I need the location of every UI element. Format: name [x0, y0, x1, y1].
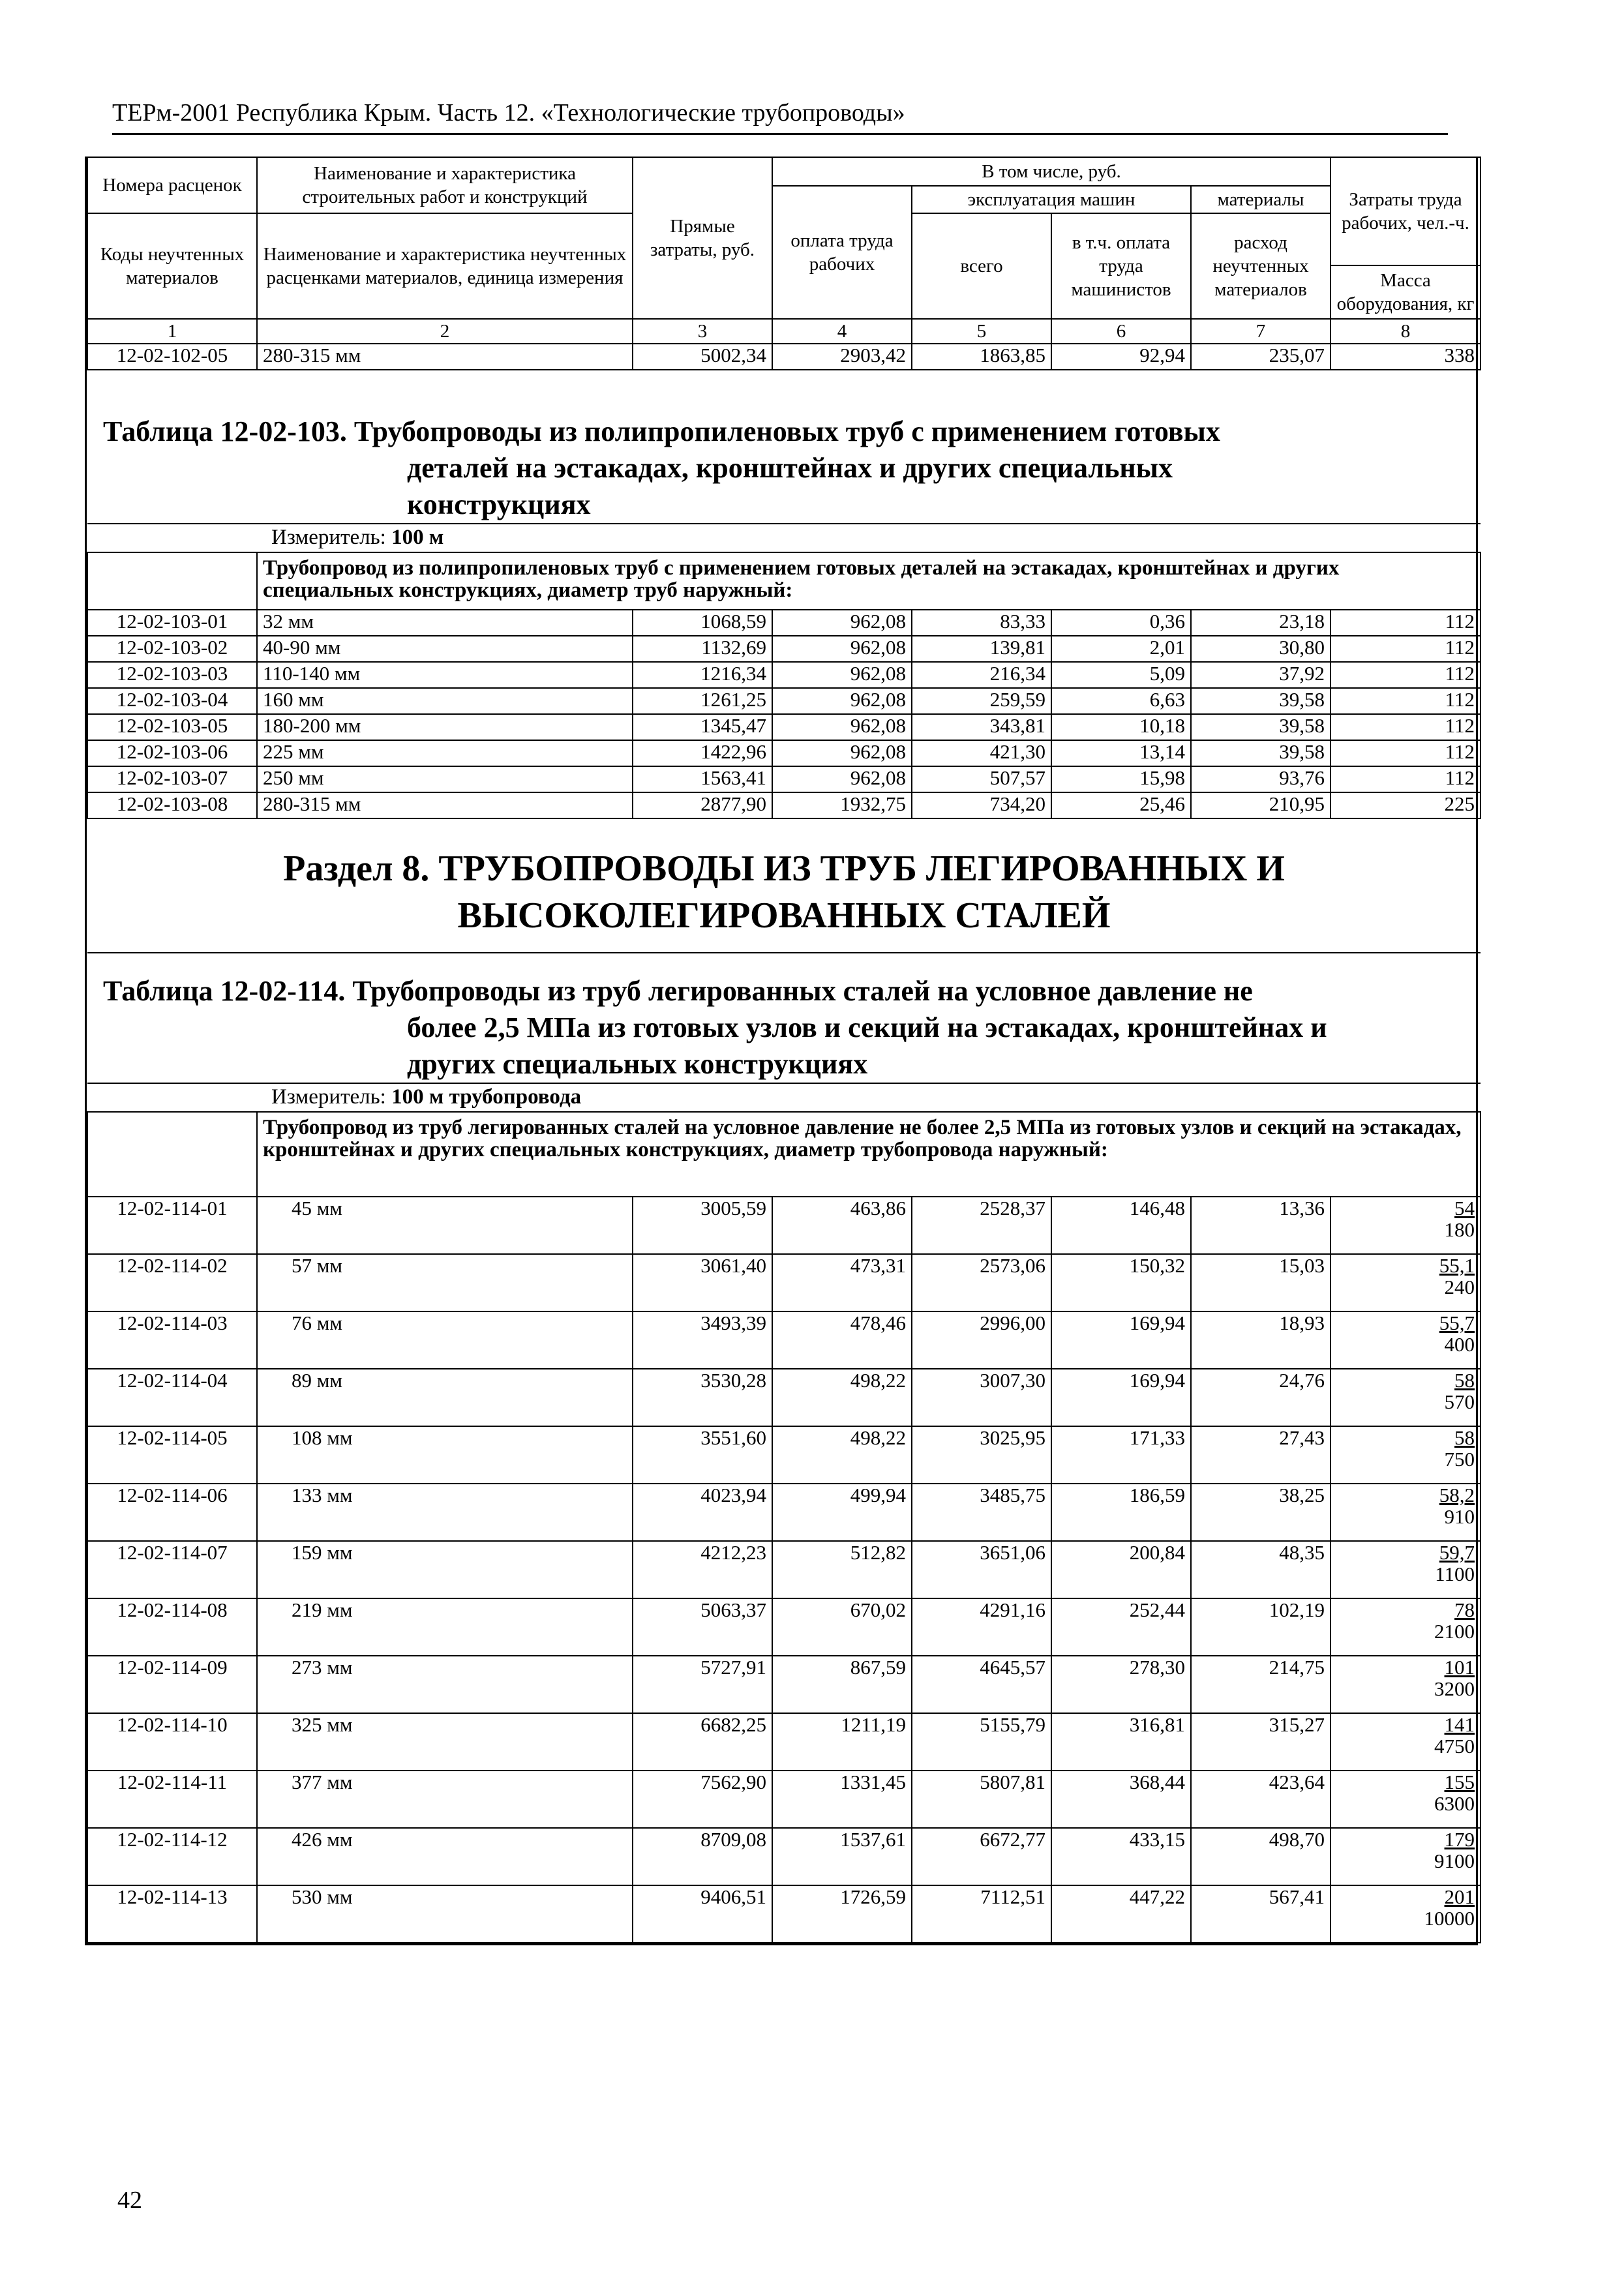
- machines-total: 2996,00: [912, 1311, 1051, 1369]
- materials: 315,27: [1191, 1713, 1331, 1771]
- table-row: [87, 1254, 1481, 1311]
- table-row: [87, 1713, 1481, 1771]
- direct-costs: 1422,96: [633, 740, 772, 766]
- direct-costs: 7562,90: [633, 1771, 772, 1828]
- materials: 27,43: [1191, 1426, 1331, 1484]
- column-number: 7: [1191, 319, 1331, 344]
- direct-costs: 3005,59: [633, 1197, 772, 1254]
- table-row: [87, 1656, 1481, 1713]
- table-row: [87, 1426, 1481, 1484]
- direct-costs: 1068,59: [633, 610, 772, 636]
- table-row: [87, 1541, 1481, 1598]
- column-numbers-row: [87, 319, 1481, 344]
- materials: 210,95: [1191, 792, 1331, 818]
- worker-pay: 1537,61: [772, 1828, 912, 1885]
- rate-code: 12-02-103-08: [87, 792, 257, 818]
- rate-code: 12-02-114-03: [87, 1311, 257, 1369]
- labor-mass-cell: [1331, 1656, 1481, 1713]
- table-103-group-heading: Трубопровод из полипропиленовых труб с применением готовых деталей на эстакадах, кронштейнах и других специальных конструкциях, диаметр труб наружный:: [257, 552, 1481, 610]
- mass-header: Масса оборудования, кг: [1331, 265, 1481, 319]
- labor-value: 78: [1454, 1598, 1475, 1621]
- materials: 498,70: [1191, 1828, 1331, 1885]
- column-number: 2: [257, 319, 633, 344]
- machinists-pay: 433,15: [1051, 1828, 1191, 1885]
- direct-costs: 3530,28: [633, 1369, 772, 1426]
- materials: 214,75: [1191, 1656, 1331, 1713]
- rate-code: 12-02-114-08: [87, 1598, 257, 1656]
- labor-value: 58: [1454, 1369, 1475, 1392]
- rate-code: 12-02-114-06: [87, 1484, 257, 1541]
- machines-total: 2528,37: [912, 1197, 1051, 1254]
- labor: 112: [1331, 688, 1481, 714]
- direct-costs: 9406,51: [633, 1885, 772, 1943]
- rate-name: 250 мм: [257, 766, 633, 792]
- table-114-caption: [87, 953, 1481, 1197]
- machinists-pay: 15,98: [1051, 766, 1191, 792]
- rate-name: 426 мм: [257, 1828, 633, 1885]
- rate-code: 12-02-103-04: [87, 688, 257, 714]
- rate-name: 225 мм: [257, 740, 633, 766]
- meter-value: 100 м: [391, 526, 444, 549]
- machinists-pay: 5,09: [1051, 662, 1191, 688]
- direct-costs: 1216,34: [633, 662, 772, 688]
- machines-total: 2573,06: [912, 1254, 1051, 1311]
- direct-costs: 5002,34: [633, 344, 772, 370]
- materials: 23,18: [1191, 610, 1331, 636]
- materials: 39,58: [1191, 688, 1331, 714]
- col2-top-header: Наименование и характеристика строительных работ и конструкций: [257, 157, 633, 213]
- worker-pay: 962,08: [772, 714, 912, 740]
- direct-costs: 1261,25: [633, 688, 772, 714]
- rate-name: 530 мм: [257, 1885, 633, 1943]
- table-row: [87, 1598, 1481, 1656]
- machines-total: 3025,95: [912, 1426, 1051, 1484]
- materials: 39,58: [1191, 714, 1331, 740]
- labor-mass-cell: [1331, 1598, 1481, 1656]
- machines-total: 421,30: [912, 740, 1051, 766]
- rate-name: 273 мм: [257, 1656, 633, 1713]
- materials: 18,93: [1191, 1311, 1331, 1369]
- mass-value: 750: [1444, 1448, 1475, 1471]
- materials: 39,58: [1191, 740, 1331, 766]
- machines-total-header: всего: [912, 213, 1051, 319]
- rate-name: 110-140 мм: [257, 662, 633, 688]
- direct-costs-header: Прямые затраты, руб.: [633, 157, 772, 319]
- materials: 38,25: [1191, 1484, 1331, 1541]
- machines-total: 216,34: [912, 662, 1051, 688]
- table-103-title-line: конструкциях: [407, 488, 591, 520]
- labor-mass-cell: [1331, 1254, 1481, 1311]
- labor-value: 155: [1444, 1771, 1475, 1793]
- labor-mass-cell: [1331, 1713, 1481, 1771]
- page-number: 42: [117, 2187, 142, 2214]
- mass-value: 2100: [1434, 1620, 1475, 1643]
- mass-value: 180: [1444, 1218, 1475, 1241]
- labor-value: 59,7: [1439, 1541, 1475, 1564]
- machines-total: 259,59: [912, 688, 1051, 714]
- table-114-label: Таблица 12-02-114.: [103, 975, 346, 1007]
- materials: 37,92: [1191, 662, 1331, 688]
- table-row: [87, 1885, 1481, 1943]
- worker-pay: 1211,19: [772, 1713, 912, 1771]
- machinists-pay-header: в т.ч. оплата труда машинистов: [1051, 213, 1191, 319]
- materials: 15,03: [1191, 1254, 1331, 1311]
- rate-code: 12-02-114-10: [87, 1713, 257, 1771]
- razdel-8: [87, 818, 1481, 953]
- labor-mass-cell: [1331, 1197, 1481, 1254]
- rate-code: 12-02-103-05: [87, 714, 257, 740]
- machines-total: 4645,57: [912, 1656, 1051, 1713]
- rate-code: 12-02-114-11: [87, 1771, 257, 1828]
- labor: 112: [1331, 714, 1481, 740]
- machinists-pay: 316,81: [1051, 1713, 1191, 1771]
- rate-name: 108 мм: [257, 1426, 633, 1484]
- meter-label: Измеритель:: [271, 1085, 386, 1109]
- direct-costs: 1345,47: [633, 714, 772, 740]
- table-row: [87, 636, 1481, 662]
- worker-pay: 962,08: [772, 662, 912, 688]
- worker-pay: 867,59: [772, 1656, 912, 1713]
- column-number: 1: [87, 319, 257, 344]
- worker-pay: 498,22: [772, 1426, 912, 1484]
- rate-code: 12-02-102-05: [87, 344, 257, 370]
- rate-name: 377 мм: [257, 1771, 633, 1828]
- labor-value: 58: [1454, 1426, 1475, 1449]
- machines-total: 5807,81: [912, 1771, 1051, 1828]
- machines-total: 7112,51: [912, 1885, 1051, 1943]
- machines-total: 3651,06: [912, 1541, 1051, 1598]
- table-114-title-line: других специальных конструкциях: [407, 1048, 868, 1080]
- direct-costs: 5063,37: [633, 1598, 772, 1656]
- mass-value: 240: [1444, 1276, 1475, 1298]
- labor: 112: [1331, 610, 1481, 636]
- materials: 24,76: [1191, 1369, 1331, 1426]
- mass-value: 910: [1444, 1505, 1475, 1528]
- table-row: [87, 1828, 1481, 1885]
- worker-pay: 498,22: [772, 1369, 912, 1426]
- table-103-meter: [87, 524, 1481, 552]
- worker-pay: 1932,75: [772, 792, 912, 818]
- rate-code: 12-02-114-09: [87, 1656, 257, 1713]
- table-103-title: [87, 370, 1481, 524]
- table-103-title-line: Трубопроводы из полипропиленовых труб с применением готовых: [353, 415, 1220, 447]
- machines-header: эксплуатация машин: [912, 186, 1191, 213]
- rate-code: 12-02-103-06: [87, 740, 257, 766]
- section-title-line: Раздел 8. ТРУБОПРОВОДЫ ИЗ ТРУБ ЛЕГИРОВАННЫХ И: [283, 848, 1285, 889]
- rate-name: 133 мм: [257, 1484, 633, 1541]
- table-row: [87, 792, 1481, 818]
- rate-name: 32 мм: [257, 610, 633, 636]
- direct-costs: 6682,25: [633, 1713, 772, 1771]
- rate-code: 12-02-114-05: [87, 1426, 257, 1484]
- machinists-pay: 169,94: [1051, 1369, 1191, 1426]
- labor-mass-cell: [1331, 1426, 1481, 1484]
- materials: 235,07: [1191, 344, 1331, 370]
- material-usage-header: расход неучтенных материалов: [1191, 213, 1331, 319]
- machinists-pay: 252,44: [1051, 1598, 1191, 1656]
- machinists-pay: 278,30: [1051, 1656, 1191, 1713]
- materials: 567,41: [1191, 1885, 1331, 1943]
- direct-costs: 5727,91: [633, 1656, 772, 1713]
- section-title-line: ВЫСОКОЛЕГИРОВАННЫХ СТАЛЕЙ: [457, 895, 1111, 936]
- machinists-pay: 2,01: [1051, 636, 1191, 662]
- worker-pay: 2903,42: [772, 344, 912, 370]
- rate-name: 280-315 мм: [257, 344, 633, 370]
- materials: 30,80: [1191, 636, 1331, 662]
- machines-total: 83,33: [912, 610, 1051, 636]
- labor-value: 55,7: [1439, 1311, 1475, 1334]
- column-number: 4: [772, 319, 912, 344]
- rate-name: 40-90 мм: [257, 636, 633, 662]
- worker-pay: 962,08: [772, 688, 912, 714]
- worker-pay: 962,08: [772, 610, 912, 636]
- column-number: 8: [1331, 319, 1481, 344]
- rate-code: 12-02-114-01: [87, 1197, 257, 1254]
- worker-pay: 473,31: [772, 1254, 912, 1311]
- machinists-pay: 146,48: [1051, 1197, 1191, 1254]
- rate-code: 12-02-114-13: [87, 1885, 257, 1943]
- machinists-pay: 186,59: [1051, 1484, 1191, 1541]
- table-114-meter: [87, 1083, 1481, 1112]
- table-row: [87, 714, 1481, 740]
- rate-name: 325 мм: [257, 1713, 633, 1771]
- materials: 102,19: [1191, 1598, 1331, 1656]
- direct-costs: 1132,69: [633, 636, 772, 662]
- materials: 48,35: [1191, 1541, 1331, 1598]
- direct-costs: 2877,90: [633, 792, 772, 818]
- table-row: [87, 610, 1481, 636]
- col1-bottom-header: Коды неучтенных материалов: [87, 213, 257, 319]
- machinists-pay: 92,94: [1051, 344, 1191, 370]
- table-114-title: [87, 953, 1481, 1083]
- incl-header: В том числе, руб.: [772, 157, 1331, 186]
- mass-value: 3200: [1434, 1677, 1475, 1700]
- rate-name: 159 мм: [257, 1541, 633, 1598]
- materials: 13,36: [1191, 1197, 1331, 1254]
- mass-value: 6300: [1434, 1792, 1475, 1815]
- machines-total: 734,20: [912, 792, 1051, 818]
- table-114-group-heading: Трубопровод из труб легированных сталей на условное давление не более 2,5 МПа из готовых узлов и секций на эстакадах, кронштейнах и других специальных конструкциях, диаметр трубопровода наружный:: [257, 1112, 1481, 1197]
- labor-mass-cell: [1331, 1311, 1481, 1369]
- machinists-pay: 447,22: [1051, 1885, 1191, 1943]
- labor: 112: [1331, 636, 1481, 662]
- labor: 112: [1331, 662, 1481, 688]
- mass-value: 4750: [1434, 1735, 1475, 1758]
- mass-value: 400: [1444, 1333, 1475, 1356]
- machinists-pay: 171,33: [1051, 1426, 1191, 1484]
- labor-mass-cell: [1331, 1828, 1481, 1885]
- machines-total: 4291,16: [912, 1598, 1051, 1656]
- worker-pay: 962,08: [772, 740, 912, 766]
- mass-value: 570: [1444, 1390, 1475, 1413]
- rate-name: 45 мм: [257, 1197, 633, 1254]
- rates-table: [87, 157, 1481, 1943]
- table-row: [87, 344, 1481, 370]
- machines-total: 139,81: [912, 636, 1051, 662]
- machines-total: 3485,75: [912, 1484, 1051, 1541]
- labor-value: 201: [1444, 1885, 1475, 1908]
- table-114-rows: [87, 1197, 1481, 1943]
- mass-value: 9100: [1434, 1849, 1475, 1872]
- worker-pay: 962,08: [772, 636, 912, 662]
- labor-header: Затраты труда рабочих, чел.-ч.: [1331, 157, 1481, 265]
- mass-value: 10000: [1424, 1907, 1475, 1930]
- page-header: ТЕРм-2001 Республика Крым. Часть 12. «Технологические трубопроводы»: [112, 98, 1448, 135]
- materials: 423,64: [1191, 1771, 1331, 1828]
- table-row: [87, 740, 1481, 766]
- table-row: [87, 1771, 1481, 1828]
- pay-header: оплата труда рабочих: [772, 186, 912, 319]
- labor: 225: [1331, 792, 1481, 818]
- labor-value: 58,2: [1439, 1484, 1475, 1506]
- table-103-title-line: деталей на эстакадах, кронштейнах и других специальных: [407, 452, 1173, 484]
- machinists-pay: 368,44: [1051, 1771, 1191, 1828]
- table-header: [87, 157, 1481, 344]
- table-row: [87, 1311, 1481, 1369]
- direct-costs: 8709,08: [633, 1828, 772, 1885]
- table-row: [87, 1369, 1481, 1426]
- labor-mass-cell: [1331, 1484, 1481, 1541]
- worker-pay: 499,94: [772, 1484, 912, 1541]
- machinists-pay: 200,84: [1051, 1541, 1191, 1598]
- direct-costs: 1563,41: [633, 766, 772, 792]
- column-number: 3: [633, 319, 772, 344]
- table-114-title-line: Трубопроводы из труб легированных сталей на условное давление не: [352, 975, 1253, 1007]
- worker-pay: 1726,59: [772, 1885, 912, 1943]
- labor-value: 179: [1444, 1828, 1475, 1851]
- table-row: [87, 662, 1481, 688]
- machines-total: 1863,85: [912, 344, 1051, 370]
- rate-name: 280-315 мм: [257, 792, 633, 818]
- labor-mass-cell: [1331, 1369, 1481, 1426]
- table-103-rows: [87, 610, 1481, 818]
- rate-name: 160 мм: [257, 688, 633, 714]
- worker-pay: 463,86: [772, 1197, 912, 1254]
- rate-code: 12-02-103-02: [87, 636, 257, 662]
- labor-mass-cell: [1331, 1771, 1481, 1828]
- rates-table-frame: [85, 157, 1478, 1945]
- table-103-caption: [87, 370, 1481, 610]
- labor-value: 101: [1444, 1656, 1475, 1679]
- column-number: 6: [1051, 319, 1191, 344]
- worker-pay: 512,82: [772, 1541, 912, 1598]
- labor-value: 141: [1444, 1713, 1475, 1736]
- labor-mass-cell: [1331, 1885, 1481, 1943]
- labor-value: 54: [1454, 1197, 1475, 1219]
- rate-code: 12-02-114-07: [87, 1541, 257, 1598]
- machinists-pay: 169,94: [1051, 1311, 1191, 1369]
- machines-total: 6672,77: [912, 1828, 1051, 1885]
- rate-name: 180-200 мм: [257, 714, 633, 740]
- rate-name: 57 мм: [257, 1254, 633, 1311]
- table-114-title-line: более 2,5 МПа из готовых узлов и секций на эстакадах, кронштейнах и: [407, 1011, 1327, 1043]
- table-row: [87, 1484, 1481, 1541]
- mass-value: 1100: [1435, 1563, 1475, 1585]
- col2-bottom-header: Наименование и характеристика неучтенных расценками материалов, единица измерения: [257, 213, 633, 319]
- meter-label: Измеритель:: [271, 526, 386, 549]
- labor: 338: [1331, 344, 1481, 370]
- rate-name: 76 мм: [257, 1311, 633, 1369]
- labor: 112: [1331, 740, 1481, 766]
- machinists-pay: 10,18: [1051, 714, 1191, 740]
- direct-costs: 4023,94: [633, 1484, 772, 1541]
- worker-pay: 1331,45: [772, 1771, 912, 1828]
- table-row: [87, 688, 1481, 714]
- machinists-pay: 150,32: [1051, 1254, 1191, 1311]
- materials-header: материалы: [1191, 186, 1331, 213]
- rate-name: 89 мм: [257, 1369, 633, 1426]
- worker-pay: 478,46: [772, 1311, 912, 1369]
- materials: 93,76: [1191, 766, 1331, 792]
- rate-code: 12-02-103-01: [87, 610, 257, 636]
- table-row: [87, 1197, 1481, 1254]
- direct-costs: 3551,60: [633, 1426, 772, 1484]
- machines-total: 5155,79: [912, 1713, 1051, 1771]
- direct-costs: 3061,40: [633, 1254, 772, 1311]
- table-102-rows: [87, 344, 1481, 370]
- table-103-label: Таблица 12-02-103.: [103, 415, 347, 447]
- section-title: [87, 818, 1481, 953]
- machinists-pay: 0,36: [1051, 610, 1191, 636]
- column-number: 5: [912, 319, 1051, 344]
- rate-code: 12-02-103-03: [87, 662, 257, 688]
- rate-name: 219 мм: [257, 1598, 633, 1656]
- machines-total: 343,81: [912, 714, 1051, 740]
- direct-costs: 4212,23: [633, 1541, 772, 1598]
- machines-total: 3007,30: [912, 1369, 1051, 1426]
- table-row: [87, 766, 1481, 792]
- labor: 112: [1331, 766, 1481, 792]
- worker-pay: 670,02: [772, 1598, 912, 1656]
- col1-top-header: Номера расценок: [87, 157, 257, 213]
- rate-code: 12-02-114-04: [87, 1369, 257, 1426]
- meter-value: 100 м трубопровода: [391, 1085, 582, 1109]
- rate-code: 12-02-114-12: [87, 1828, 257, 1885]
- rate-code: 12-02-103-07: [87, 766, 257, 792]
- labor-mass-cell: [1331, 1541, 1481, 1598]
- machinists-pay: 6,63: [1051, 688, 1191, 714]
- direct-costs: 3493,39: [633, 1311, 772, 1369]
- rate-code: 12-02-114-02: [87, 1254, 257, 1311]
- worker-pay: 962,08: [772, 766, 912, 792]
- machinists-pay: 13,14: [1051, 740, 1191, 766]
- machines-total: 507,57: [912, 766, 1051, 792]
- machinists-pay: 25,46: [1051, 792, 1191, 818]
- labor-value: 55,1: [1439, 1254, 1475, 1277]
